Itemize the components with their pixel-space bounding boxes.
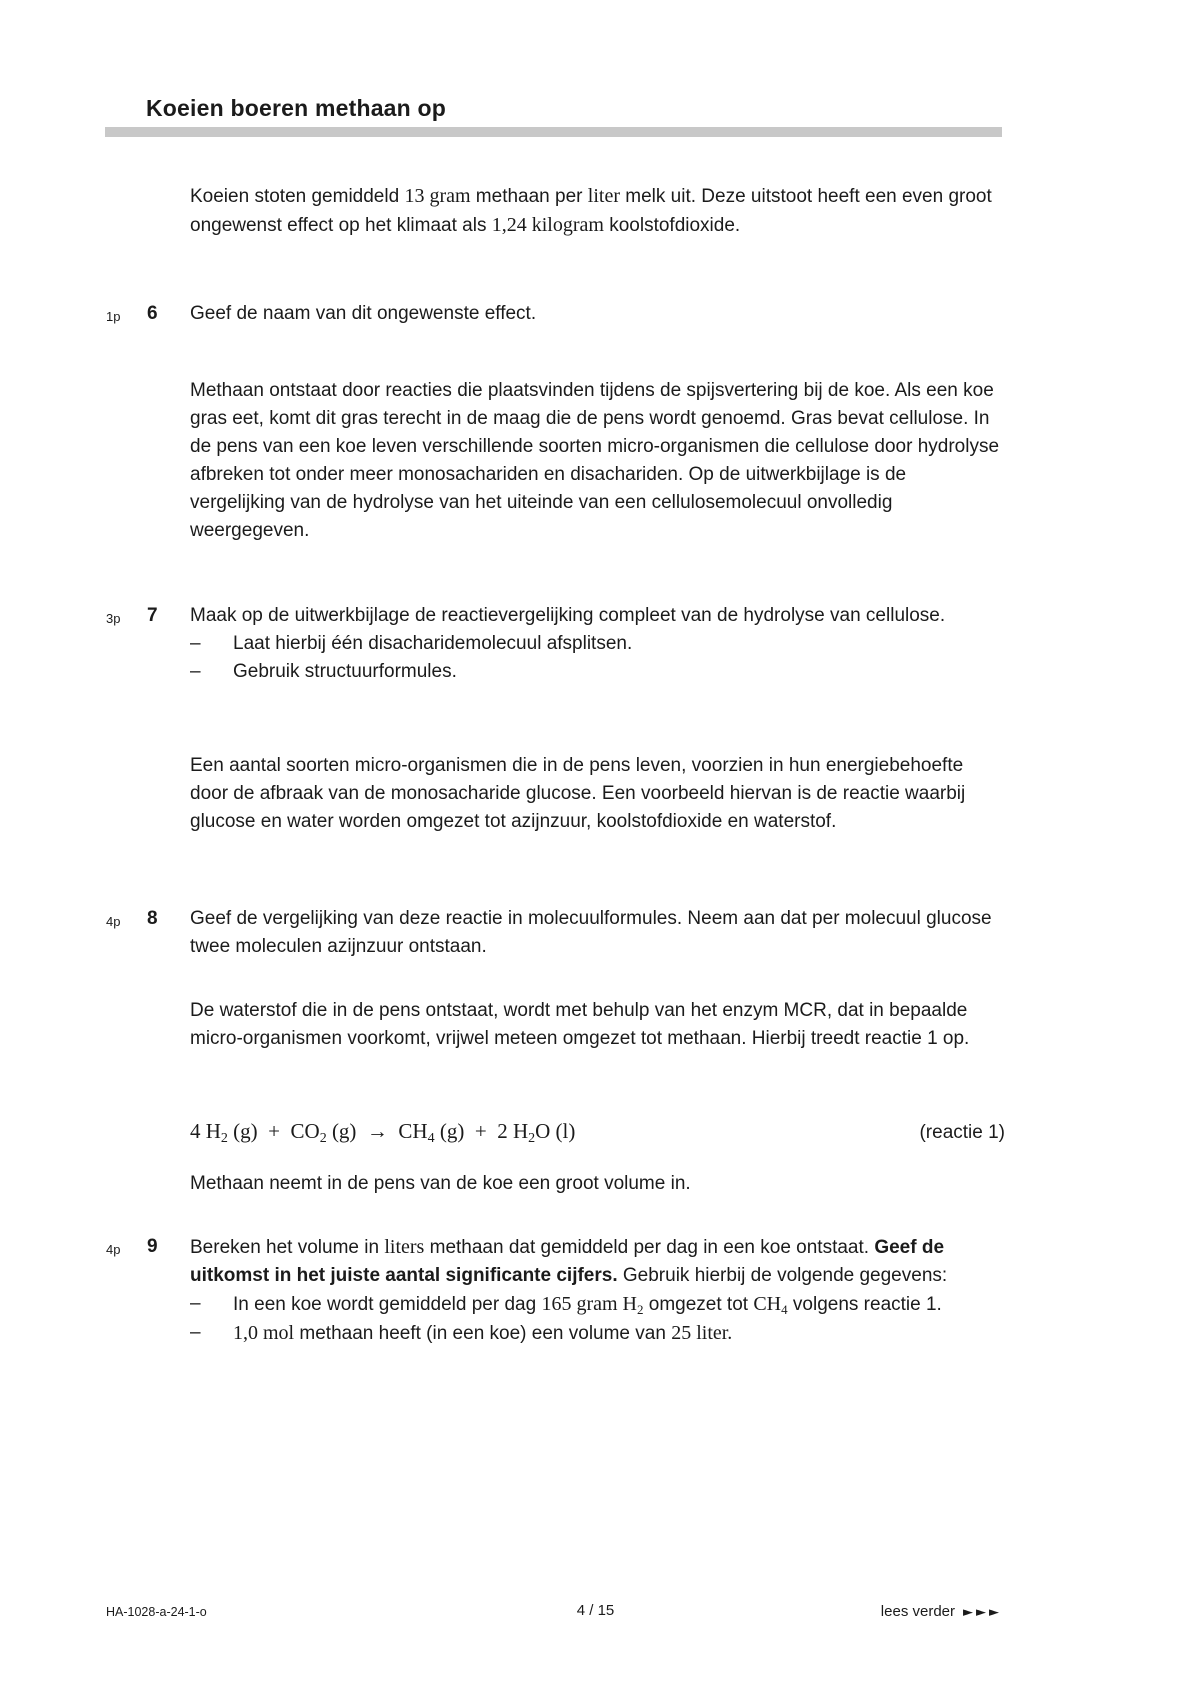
bullet-text: 1,0 mol methaan heeft (in een koe) een volume van 25 liter. bbox=[233, 1322, 733, 1344]
question-text: Maak op de uitwerkbijlage de reactievergelijking compleet van de hydrolyse van cellulose. bbox=[190, 605, 946, 626]
lees-verder-label: lees verder bbox=[880, 1603, 955, 1620]
points-badge: 1p bbox=[106, 309, 121, 324]
question-bullet bbox=[190, 1319, 1005, 1348]
reaction-equation bbox=[190, 1117, 1005, 1147]
bullet-dash: – bbox=[190, 661, 201, 682]
question-bullet bbox=[190, 1290, 1005, 1319]
question-number: 7 bbox=[147, 605, 158, 626]
article-title: Koeien boeren methaan op bbox=[146, 95, 447, 121]
question-body bbox=[190, 1233, 1005, 1348]
intro-paragraph: Koeien stoten gemiddeld 13 gram methaan per liter melk uit. Deze uitstoot heeft een even groot ongewenst effect op het klimaat als 1,24 kilogram koolstofdioxide. bbox=[190, 185, 992, 236]
bullet-dash: – bbox=[190, 1322, 201, 1343]
bullet-dash: – bbox=[190, 633, 201, 654]
bullet-text: Gebruik structuurformules. bbox=[233, 661, 457, 682]
paragraph-microorganisms: Een aantal soorten micro-organismen die in de pens leven, voorzien in hun energiebehoefte door de afbraak van de monosacharide glucose. Een voorbeeld hiervan is de reactie waarbij glucose en water worden omgezet tot azijnzuur, koolstofdioxide en waterstof. bbox=[190, 755, 966, 832]
paragraph-methane-volume: Methaan neemt in de pens van de koe een groot volume in. bbox=[190, 1173, 691, 1194]
question-text: Bereken het volume in liters methaan dat gemiddeld per dag in een koe ontstaat. Geef de uitkomst in het juiste aantal significante cijfers. Gebruik hierbij de volgende gegevens: bbox=[190, 1236, 948, 1286]
question-bullet bbox=[190, 658, 1005, 686]
question-number: 8 bbox=[147, 908, 158, 929]
points-badge: 4p bbox=[106, 914, 121, 929]
question-text: Geef de naam van dit ongewenste effect. bbox=[190, 303, 537, 324]
points-badge: 4p bbox=[106, 1242, 121, 1257]
question-6 bbox=[106, 300, 1005, 331]
question-text: Geef de vergelijking van deze reactie in molecuulformules. Neem aan dat per molecuul glucose twee moleculen azijnzuur ontstaan. bbox=[190, 908, 992, 957]
bullet-text: Laat hierbij één disacharidemolecuul afsplitsen. bbox=[233, 633, 633, 654]
points-badge: 3p bbox=[106, 611, 121, 626]
question-number: 9 bbox=[147, 1236, 158, 1257]
footer-continue bbox=[881, 1603, 1002, 1620]
question-7 bbox=[106, 602, 1005, 686]
equation-label: (reactie 1) bbox=[919, 1122, 1005, 1143]
question-body bbox=[190, 602, 1005, 686]
question-number: 6 bbox=[147, 303, 158, 324]
bullet-dash: – bbox=[190, 1293, 201, 1314]
question-9 bbox=[106, 1233, 1005, 1348]
forward-arrows-icon: ►►► bbox=[963, 1604, 1002, 1620]
paragraph-methane-origin: Methaan ontstaat door reacties die plaatsvinden tijdens de spijsvertering bij de koe. Als een koe gras eet, komt dit gras terecht in de maag die de pens wordt genoemd. Gras bevat cellulose. In de pens van een koe leven verschillende soorten micro-organismen die cellulose door hydrolyse afbreken tot onder meer monosachariden en disachariden. Op de uitwerkbijlage is de vergelijking van de hydrolyse van het uiteinde van een cellulosemolecuul onvolledig weergegeven. bbox=[190, 380, 1000, 541]
equation-formula: 4 $H_2$ $(g) + CO_2$ $(g) \to CH_4$ (g) + 2 $H_2O$ (l) bbox=[190, 1119, 576, 1146]
footer-page-number: 4 / 15 bbox=[576, 1602, 615, 1619]
question-bullet bbox=[190, 630, 1005, 658]
bullet-text: In een koe wordt gemiddeld per dag 165 gram $H_2$ omgezet tot $CH_4$ volgens reactie 1. bbox=[233, 1293, 942, 1317]
question-8 bbox=[106, 905, 1005, 961]
title-underline-bar bbox=[105, 127, 1002, 137]
footer-doc-code: HA-1028-a-24-1-o bbox=[106, 1605, 207, 1619]
paragraph-hydrogen-mcr: De waterstof die in de pens ontstaat, wordt met behulp van het enzym MCR, dat in bepaalde micro-organismen voorkomt, vrijwel meteen omgezet tot methaan. Hierbij treedt reactie 1 op. bbox=[190, 1000, 970, 1049]
